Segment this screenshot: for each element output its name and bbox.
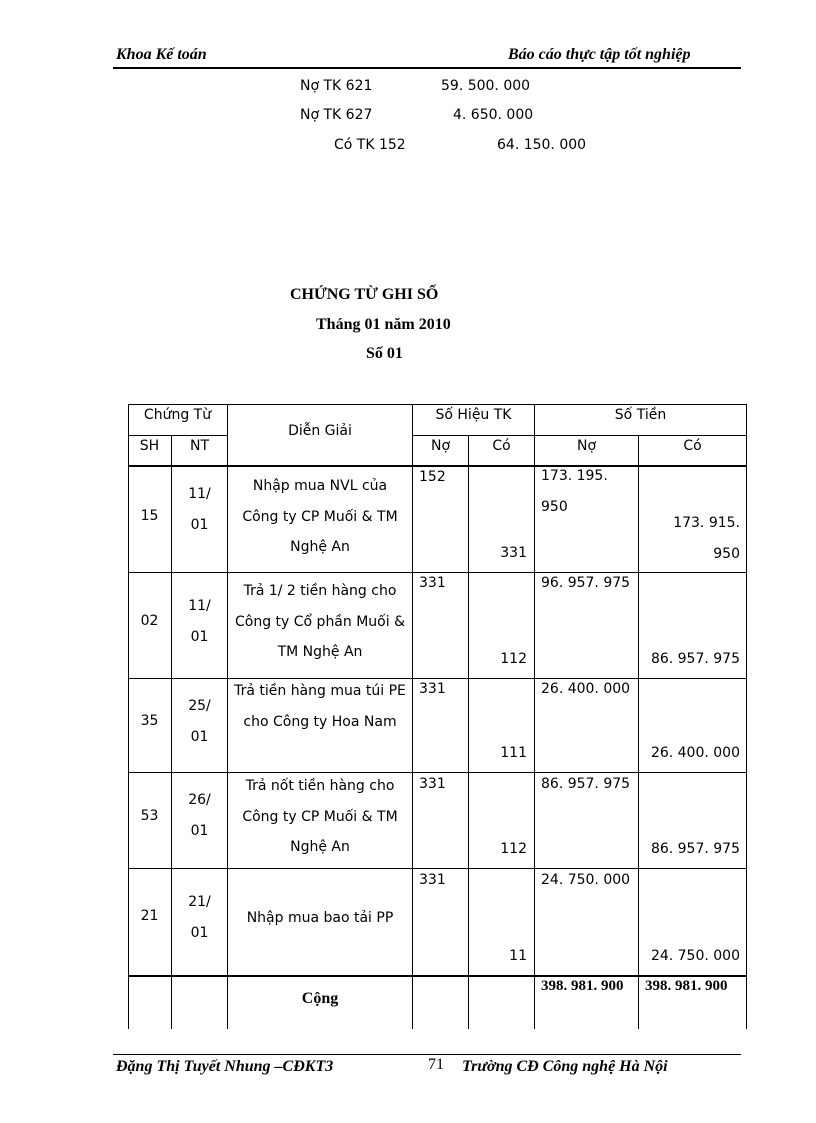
table-border (534, 404, 535, 1029)
cell-tk-no: 331 (419, 872, 446, 888)
footer-school: Trường CĐ Công nghệ Hà Nội (462, 1058, 668, 1075)
header-report-title: Báo cáo thực tập tốt nghiệp (508, 46, 691, 63)
col-header-chung-tu: Chứng Từ (143, 407, 212, 423)
cell-sh: 02 (140, 613, 159, 629)
col-header-sh: SH (139, 438, 160, 454)
table-border (468, 435, 469, 1029)
table-border (638, 435, 639, 1029)
cell-tk-co: 331 (500, 545, 527, 561)
table-border (128, 772, 747, 773)
header-department: Khoa Kế toán (116, 46, 207, 63)
table-border (128, 404, 747, 405)
col-header-nt: NT (189, 438, 210, 454)
cell-tien-no: 173. 195. 950 (541, 468, 608, 515)
cell-sh: 35 (140, 713, 159, 729)
total-tien-co: 398. 981. 900 (645, 978, 728, 994)
entry-label: Nợ TK 627 (300, 107, 373, 123)
cell-tk-no: 331 (419, 575, 446, 591)
col-header-so-hieu-tk: Số Hiệu TK (435, 407, 512, 423)
col-header-dien-giai: Diễn Giải (288, 423, 352, 439)
cell-description: Trả nốt tiền hàng cho Công ty CP Muối & TM Nghệ An (242, 778, 398, 855)
cell-tien-no: 26. 400. 000 (541, 681, 631, 697)
col-header-so-tien: Số Tiền (614, 407, 667, 423)
entry-amount: 4. 650. 000 (453, 107, 534, 123)
table-border (227, 404, 228, 1029)
cell-nt: 26/ 01 (188, 792, 211, 839)
cell-tk-no: 331 (419, 681, 446, 697)
table-border (128, 678, 747, 679)
col-header-tk-co: Có (492, 438, 511, 454)
table-border (128, 465, 747, 467)
table-border (171, 435, 172, 1029)
table-border (746, 404, 747, 1029)
table-border (412, 404, 413, 1029)
total-tien-no: 398. 981. 900 (541, 978, 624, 994)
cell-tk-no: 152 (419, 469, 446, 485)
voucher-title: CHỨNG TỪ GHI SỔ (290, 286, 439, 303)
cell-nt: 25/ 01 (188, 698, 211, 745)
cell-tk-co: 112 (500, 841, 527, 857)
total-label: Cộng (301, 990, 339, 1007)
cell-tien-no: 24. 750. 000 (541, 872, 631, 888)
entry-amount: 59. 500. 000 (441, 78, 531, 94)
cell-description: Trả tiền hàng mua túi PE cho Công ty Hoa Nam (234, 683, 406, 730)
table-border (128, 435, 227, 436)
cell-tien-co: 24. 750. 000 (650, 948, 740, 964)
cell-nt: 11/ 01 (188, 598, 211, 645)
cell-tien-co: 86. 957. 975 (650, 651, 740, 667)
cell-tien-co: 86. 957. 975 (650, 841, 740, 857)
entry-label: Có TK 152 (334, 137, 406, 153)
col-header-tien-no: Nợ (576, 438, 597, 454)
cell-tien-co: 173. 915. 950 (673, 515, 740, 562)
cell-description: Nhập mua NVL của Công ty CP Muối & TM Nghệ An (242, 478, 398, 555)
voucher-number: Số 01 (366, 345, 403, 362)
table-border (128, 868, 747, 869)
cell-tk-no: 331 (419, 776, 446, 792)
voucher-month: Tháng 01 năm 2010 (316, 316, 451, 333)
cell-tien-no: 86. 957. 975 (541, 776, 631, 792)
table-border (128, 572, 747, 573)
cell-description: Nhập mua bao tải PP (246, 910, 394, 926)
footer-rule (113, 1054, 741, 1055)
cell-nt: 11/ 01 (188, 486, 211, 533)
entry-amount: 64. 150. 000 (497, 137, 587, 153)
footer-author: Đặng Thị Tuyết Nhung –CĐKT3 (116, 1058, 334, 1075)
cell-tk-co: 112 (500, 651, 527, 667)
cell-sh: 53 (140, 808, 159, 824)
col-header-tien-co: Có (683, 438, 702, 454)
cell-tk-co: 111 (500, 745, 527, 761)
header-rule (113, 67, 741, 69)
cell-nt: 21/ 01 (188, 894, 211, 941)
cell-sh: 15 (140, 508, 159, 524)
entry-label: Nợ TK 621 (300, 78, 373, 94)
cell-tien-co: 26. 400. 000 (650, 745, 740, 761)
table-border (412, 435, 747, 436)
cell-tien-no: 96. 957. 975 (541, 575, 631, 591)
cell-description: Trả 1/ 2 tiền hàng cho Công ty Cổ phần Muối & TM Nghệ An (234, 583, 405, 660)
cell-tk-co: 11 (509, 948, 527, 964)
cell-sh: 21 (140, 908, 159, 924)
page-number: 71 (428, 1056, 444, 1073)
col-header-tk-no: Nợ (430, 438, 451, 454)
